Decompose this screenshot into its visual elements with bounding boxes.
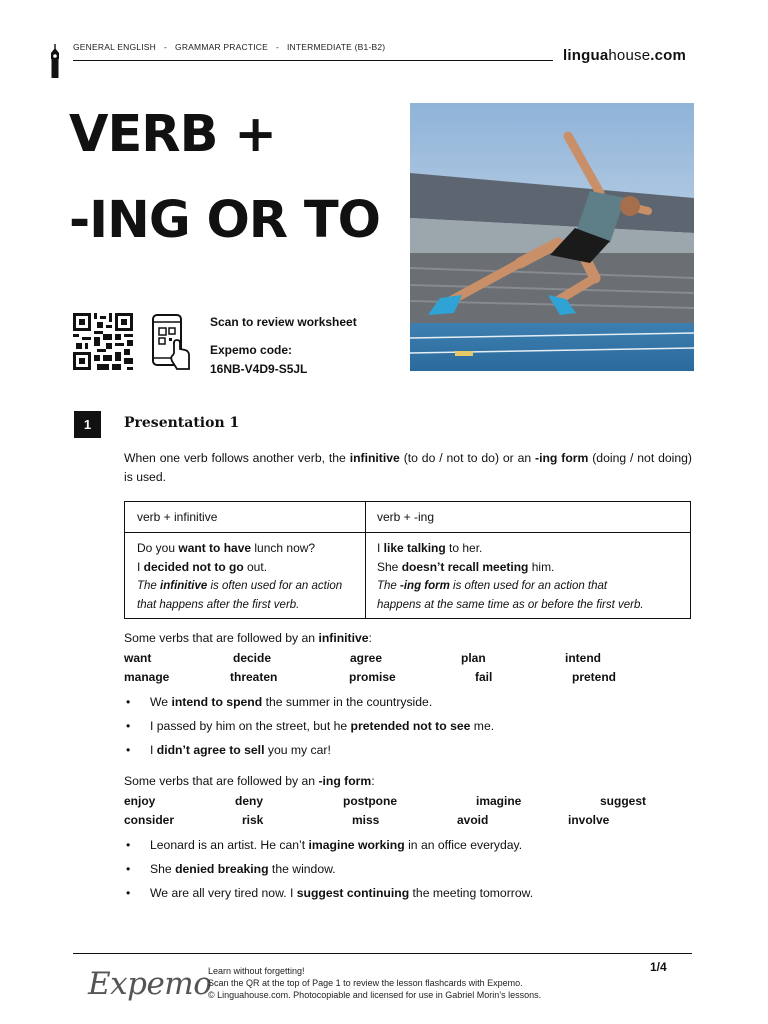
breadcrumb-separator: - <box>275 42 279 52</box>
text: (to do / not to do) or an <box>399 451 536 465</box>
bold-term: -ing form <box>400 580 450 592</box>
page-header <box>48 40 698 70</box>
bold-term: didn’t agree to sell <box>156 743 265 757</box>
list-item <box>124 884 692 908</box>
text: is often used for an action that <box>449 580 608 592</box>
bold-term: infinitive <box>160 580 208 592</box>
text: We are all very tired now. I <box>150 886 297 900</box>
text: : <box>371 774 375 788</box>
footer-divider <box>73 953 692 954</box>
section-title: Presentation 1 <box>124 415 240 431</box>
footer-line: © Linguahouse.com. Photocopiable and licensed for use in Gabriel Morin’s lessons. <box>208 990 542 1000</box>
title-line: VERB + <box>69 105 276 164</box>
bold-term: decided not to go <box>143 560 244 574</box>
verb-word: promise <box>349 670 396 684</box>
ing-examples <box>124 836 692 908</box>
verb-word: deny <box>235 794 264 808</box>
table-cell-ing <box>377 539 644 615</box>
verb-word: want <box>124 651 152 665</box>
text: (doing / not doing) is used. <box>124 451 692 484</box>
list-item <box>124 836 692 860</box>
verb-word: enjoy <box>124 794 156 808</box>
verb-word: manage <box>124 670 170 684</box>
bold-term: pretended not to see <box>350 719 471 733</box>
text: happens at the same time as or before the first verb. <box>377 599 644 611</box>
footer-line: Learn without forgetting! <box>208 966 305 976</box>
text: him. <box>528 560 555 574</box>
verb-word: imagine <box>476 794 522 808</box>
footer-line: Scan the QR at the top of Page 1 to review the lesson flashcards with Expemo. <box>208 978 523 988</box>
verb-word: decide <box>233 651 272 665</box>
bold-term: doesn’t recall meeting <box>401 560 529 574</box>
text: The <box>137 580 161 592</box>
logo-part: .com <box>650 47 687 64</box>
text: Do you <box>137 541 179 555</box>
bold-term: denied breaking <box>175 862 269 876</box>
text: I passed by him on the street, but he <box>150 719 351 733</box>
text: that happens after the first verb. <box>137 599 300 611</box>
scan-info <box>210 313 357 379</box>
intro-paragraph <box>124 449 692 487</box>
big-ben-icon <box>48 44 62 78</box>
text: We <box>150 695 172 709</box>
section-number: 1 <box>74 411 101 438</box>
text: the summer in the countryside. <box>262 695 433 709</box>
verb-word: fail <box>475 670 493 684</box>
text: Some verbs that are followed by an <box>124 631 319 645</box>
list-item <box>124 741 692 765</box>
breadcrumb-item: GRAMMAR PRACTICE <box>175 42 268 52</box>
bold-term: suggest continuing <box>296 886 410 900</box>
list-item <box>124 693 692 717</box>
bold-term: infinitive <box>318 631 369 645</box>
header-divider <box>73 60 553 61</box>
scan-label: Scan to review worksheet <box>210 315 357 329</box>
expemo-code: 16NB-V4D9-S5JL <box>210 362 308 376</box>
bold-term: infinitive <box>349 451 400 465</box>
text: I <box>377 541 384 555</box>
table-header-ing: verb + -ing <box>377 510 435 524</box>
bold-term: imagine working <box>308 838 405 852</box>
text: lunch now? <box>251 541 316 555</box>
verb-pattern-table <box>124 501 691 619</box>
breadcrumb-item: INTERMEDIATE (B1-B2) <box>287 42 386 52</box>
text: Some verbs that are followed by an <box>124 774 319 788</box>
bold-term: want to have <box>178 541 252 555</box>
linguahouse-logo[interactable] <box>563 47 686 64</box>
text: me. <box>470 719 495 733</box>
text: in an office everyday. <box>404 838 523 852</box>
text: is often used for an action <box>207 580 343 592</box>
verb-word: postpone <box>343 794 397 808</box>
expemo-code-label: Expemo code: <box>210 343 293 357</box>
verb-word: suggest <box>600 794 647 808</box>
qr-code-icon[interactable] <box>73 313 133 370</box>
infinitive-examples <box>124 693 692 765</box>
breadcrumb-separator: - <box>164 42 168 52</box>
text: She <box>377 560 402 574</box>
bold-term: -ing form <box>318 774 372 788</box>
ing-lead <box>124 774 375 788</box>
text: you my car! <box>264 743 331 757</box>
text: The <box>377 580 401 592</box>
verb-word: miss <box>352 813 380 827</box>
expemo-logo[interactable]: Expemo <box>88 966 212 1002</box>
verb-word: risk <box>242 813 264 827</box>
page-title <box>69 92 399 264</box>
text: the window. <box>268 862 336 876</box>
footer-text <box>208 965 541 1001</box>
list-item <box>124 717 692 741</box>
breadcrumb <box>73 42 385 52</box>
table-header-infinitive: verb + infinitive <box>137 510 218 524</box>
list-item <box>124 860 692 884</box>
text: the meeting tomorrow. <box>409 886 534 900</box>
text: out. <box>243 560 268 574</box>
title-line: -ING OR TO <box>69 191 380 250</box>
verb-word: pretend <box>572 670 617 684</box>
page-number: 1/4 <box>650 960 667 974</box>
verb-word: avoid <box>457 813 489 827</box>
bold-term: like talking <box>383 541 446 555</box>
verb-word: plan <box>461 651 486 665</box>
verb-word: agree <box>350 651 383 665</box>
infinitive-lead <box>124 631 372 645</box>
phone-scan-icon <box>150 313 192 371</box>
bold-term: -ing form <box>535 451 589 465</box>
table-divider <box>365 502 366 618</box>
text: : <box>368 631 372 645</box>
text: I <box>150 743 157 757</box>
logo-part: house <box>608 47 651 64</box>
verb-word: involve <box>568 813 610 827</box>
text: to her. <box>445 541 483 555</box>
verb-word: consider <box>124 813 175 827</box>
text: When one verb follows another verb, the <box>124 451 350 465</box>
breadcrumb-item: GENERAL ENGLISH <box>73 42 156 52</box>
text: I <box>137 560 144 574</box>
table-divider <box>125 532 690 533</box>
text: She <box>150 862 176 876</box>
sprinter-photo <box>410 103 694 371</box>
bold-term: intend to spend <box>171 695 263 709</box>
table-cell-infinitive <box>137 539 342 615</box>
logo-part: lingua <box>563 47 609 64</box>
verb-word: intend <box>565 651 601 665</box>
text: Leonard is an artist. He can’t <box>150 838 309 852</box>
verb-word: threaten <box>230 670 278 684</box>
